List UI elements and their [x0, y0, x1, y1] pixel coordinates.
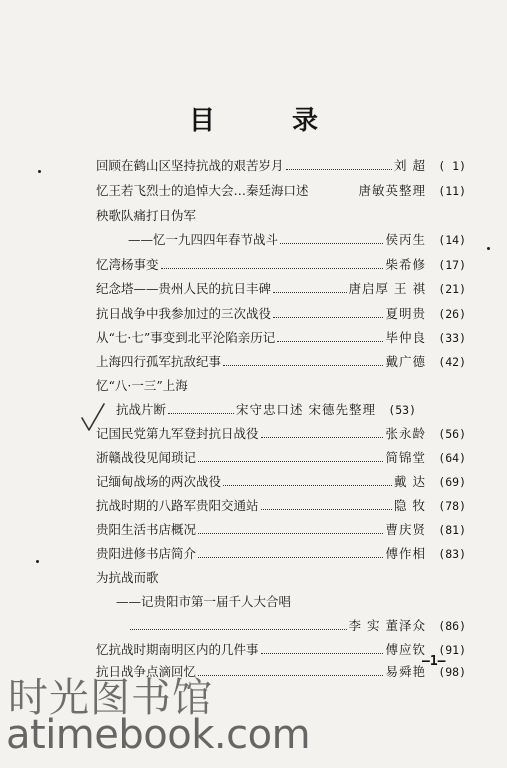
toc-entry — [128, 224, 466, 246]
entry-page: (64) — [438, 450, 466, 465]
entry-title: 为抗战而歌 — [96, 569, 159, 585]
entry-author: 隐 牧 — [394, 497, 426, 513]
leader-dots — [261, 436, 384, 438]
entry-title: ——忆一九四四年春节战斗 — [128, 231, 279, 247]
entry-page: (56) — [438, 426, 466, 441]
toc-entry — [128, 610, 466, 632]
entry-page: (11) — [438, 183, 466, 198]
toc-entry — [96, 634, 466, 656]
entry-author: 刘 超 — [394, 157, 426, 173]
entry-author: 毕仲良 — [385, 329, 426, 345]
toc-entry — [96, 418, 466, 440]
entry-title: 忆湾杨事变 — [96, 256, 159, 272]
entry-page: (33) — [438, 330, 466, 345]
entry-page: (69) — [438, 474, 466, 489]
leader-dots — [168, 412, 234, 414]
entry-page: (14) — [438, 232, 466, 247]
toc-entry — [96, 249, 466, 271]
scan-speck — [38, 170, 41, 173]
entry-author: 戴广德 — [385, 353, 426, 369]
leader-dots — [261, 508, 393, 510]
toc-entry — [96, 538, 466, 560]
entry-author: 张永龄 — [385, 425, 426, 441]
entry-author: 曹庆贤 — [385, 521, 426, 537]
entry-page: (21) — [438, 281, 466, 296]
leader-dots — [130, 628, 347, 630]
entry-page: (17) — [438, 257, 466, 272]
entry-page: (86) — [438, 618, 466, 633]
entry-title: 抗日战争中我参加过的三次战役 — [96, 305, 272, 321]
entry-title: 贵阳进修书店简介 — [96, 545, 197, 561]
toc-entry — [116, 586, 466, 608]
leader-dots — [161, 267, 384, 269]
entry-page: (98) — [438, 664, 466, 679]
toc-entry — [96, 273, 466, 295]
watermark-url: atimebook.com — [6, 712, 311, 758]
toc-entry — [96, 322, 466, 344]
leader-dots — [198, 532, 383, 534]
leader-dots — [286, 168, 393, 170]
entry-page: ( 1) — [438, 158, 466, 173]
watermark-cn: 时光图书馆 — [8, 675, 213, 721]
entry-page: (78) — [438, 498, 466, 513]
entry-author: 戴 达 — [394, 473, 426, 489]
entry-title: 从“七·七”事变到北平沦陷亲历记 — [96, 329, 276, 345]
toc-entry — [96, 298, 466, 320]
leader-dots — [198, 674, 383, 676]
leader-gap — [311, 194, 357, 195]
toc-entry — [96, 562, 466, 584]
entry-author: 唐启厚 王 祺 — [348, 280, 426, 296]
entry-title: 记缅甸战场的两次战役 — [96, 473, 222, 489]
entry-author: 简锦堂 — [385, 449, 426, 465]
entry-page: (91) — [438, 642, 466, 657]
scan-speck — [487, 247, 490, 250]
entry-title: 抗日战争点滴回忆 — [96, 663, 197, 679]
entry-author: 侯丙生 — [385, 231, 426, 247]
entry-author: 易舜艳 — [385, 663, 426, 679]
entry-author: 李 实 董泽众 — [348, 617, 426, 633]
toc-entry — [96, 370, 466, 392]
entry-author: 傅应钦 — [385, 641, 426, 657]
entry-title: ——记贵阳市第一届千人大合唱 — [116, 593, 292, 609]
entry-author: 柴希修 — [385, 256, 426, 272]
toc-entry — [96, 466, 466, 488]
toc-entry — [96, 442, 466, 464]
handwritten-check-mark — [80, 402, 106, 432]
entry-title: 贵阳生活书店概况 — [96, 521, 197, 537]
scan-speck — [36, 560, 39, 563]
entry-author: 宋守忠口述 宋德先整理 — [236, 401, 376, 417]
entry-title: 纪念塔——贵州人民的抗日丰碑 — [96, 280, 272, 296]
leader-dots — [198, 460, 383, 462]
leader-dots — [261, 652, 384, 654]
entry-title: 记国民党第九军登封抗日战役 — [96, 425, 259, 441]
entry-title: 抗战时期的八路军贵阳交通站 — [96, 497, 259, 513]
leader-dots — [273, 316, 383, 318]
entry-title: 抗战片断 — [116, 401, 167, 417]
toc-entry — [116, 394, 466, 416]
entry-page: (26) — [438, 306, 466, 321]
toc-entry — [96, 200, 466, 222]
entry-title: 忆抗战时期南明区内的几件事 — [96, 641, 259, 657]
entry-page: (53) — [388, 402, 416, 417]
entry-title: 忆王若飞烈士的追悼大会…秦廷海口述 — [96, 182, 309, 198]
entry-title: 上海四行孤军抗敌纪事 — [96, 353, 222, 369]
toc-entry — [96, 175, 466, 197]
page-number: —1— — [422, 654, 446, 669]
leader-dots — [280, 242, 383, 244]
entry-title: 浙赣战役见闻琐记 — [96, 449, 197, 465]
toc-entry — [96, 514, 466, 536]
toc-entry — [96, 346, 466, 368]
entry-author: 夏明贵 — [385, 305, 426, 321]
entry-page: (81) — [438, 522, 466, 537]
page-title: 目 录 — [188, 106, 353, 136]
leader-dots — [277, 340, 383, 342]
entry-title: 忆“八·一三”上海 — [96, 377, 188, 393]
entry-title: 秧歌队痛打日伪军 — [96, 207, 197, 223]
leader-dots — [273, 291, 347, 293]
entry-title: 回顾在鹤山区坚持抗战的艰苦岁月 — [96, 157, 284, 173]
entry-author: 傅作相 — [385, 545, 426, 561]
entry-page: (83) — [438, 546, 466, 561]
entry-author: 唐敏英整理 — [358, 182, 426, 198]
leader-dots — [223, 364, 383, 366]
leader-dots — [223, 484, 392, 486]
leader-dots — [198, 556, 383, 558]
toc-entry — [96, 490, 466, 512]
toc-entry — [96, 150, 466, 172]
entry-page: (42) — [438, 354, 466, 369]
